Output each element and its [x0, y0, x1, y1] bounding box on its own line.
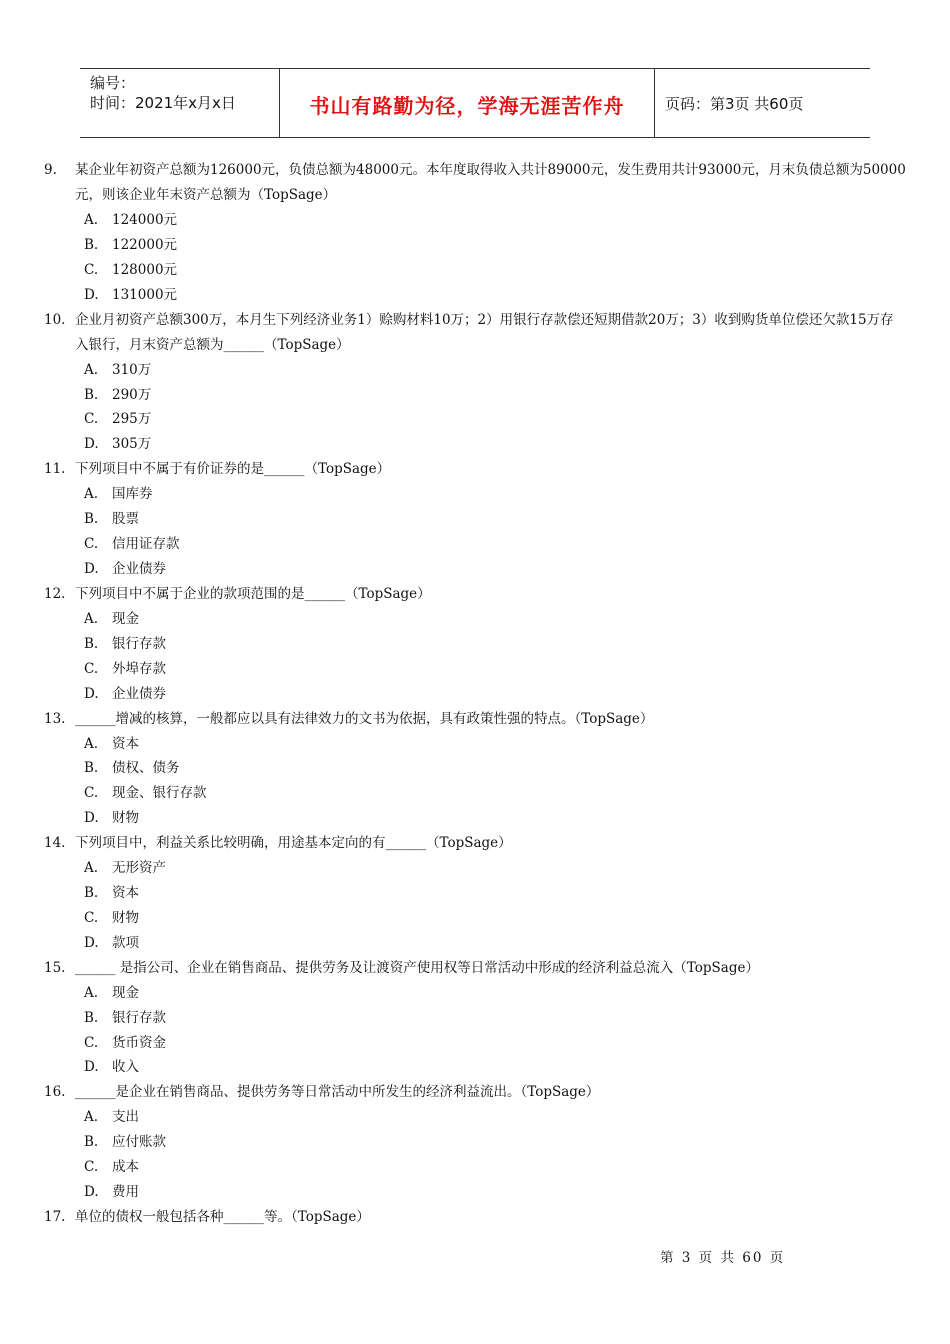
answer-option: [44, 383, 906, 408]
answer-option: [44, 906, 906, 931]
answer-option: [44, 482, 906, 507]
option-text: 资本: [112, 735, 139, 752]
question-text: 下列项目中，利益关系比较明确，用途基本定向的有______（TopSage）: [75, 835, 512, 852]
question-text: ______ 是指公司、企业在销售商品、提供劳务及让渡资产使用权等日常活动中形成的经济利益总流入（TopSage）: [75, 959, 759, 976]
question-number: 15.: [44, 959, 66, 976]
option-letter: D.: [84, 934, 99, 951]
question-item: [44, 457, 906, 482]
option-letter: C.: [84, 1034, 99, 1051]
option-text: 131000元: [112, 286, 178, 303]
question-text: 企业月初资产总额300万，本月生下列经济业务1）赊购材料10万；2）用银行存款偿还短期借款20万；3）收到购货单位偿还欠款15万存入银行，月末资产总额为______（TopSage）: [75, 311, 894, 353]
question-item: [44, 1205, 906, 1230]
answer-option: [44, 1155, 906, 1180]
answer-option: [44, 806, 906, 831]
option-text: 现金、银行存款: [112, 785, 207, 802]
option-letter: A.: [84, 1109, 99, 1126]
question-number: 13.: [44, 710, 66, 727]
option-letter: C.: [84, 536, 99, 553]
option-letter: D.: [84, 436, 99, 453]
answer-option: [44, 557, 906, 582]
option-letter: D.: [84, 685, 99, 702]
option-text: 企业债券: [112, 685, 166, 702]
question-item: [44, 831, 906, 856]
option-letter: A.: [84, 735, 99, 752]
option-text: 信用证存款: [112, 536, 180, 553]
option-letter: A.: [84, 610, 99, 627]
option-text: 122000元: [112, 236, 178, 253]
option-letter: B.: [84, 511, 99, 528]
answer-option: [44, 1006, 906, 1031]
answer-option: [44, 981, 906, 1006]
option-letter: A.: [84, 212, 99, 228]
question-number: 14.: [44, 835, 66, 852]
option-letter: B.: [84, 236, 99, 253]
page-footer: 第 3 页 共 60 页: [660, 1250, 786, 1266]
option-letter: B.: [84, 885, 99, 902]
answer-option: [44, 1031, 906, 1056]
option-text: 应付账款: [112, 1134, 166, 1151]
option-text: 外埠存款: [112, 660, 166, 677]
question-item: [44, 707, 906, 732]
option-text: 企业债券: [112, 560, 166, 577]
question-number: 17.: [44, 1209, 66, 1225]
option-letter: B.: [84, 1009, 99, 1026]
question-text: 下列项目中不属于有价证券的是______（TopSage）: [75, 461, 391, 478]
option-letter: B.: [84, 635, 99, 652]
question-item: [44, 158, 906, 208]
option-text: 295万: [112, 411, 152, 428]
document-number-label: 编号：: [90, 74, 136, 92]
option-letter: B.: [84, 1134, 99, 1151]
answer-option: [44, 432, 906, 457]
document-date-label: 时间：2021年x月x日: [90, 94, 236, 112]
option-text: 310万: [112, 361, 152, 378]
header-motto: 书山有路勤为径，学海无涯苦作舟: [309, 93, 625, 118]
option-text: 费用: [112, 1184, 139, 1201]
option-text: 债权、债务: [112, 760, 180, 777]
option-letter: C.: [84, 660, 99, 677]
answer-option: [44, 258, 906, 283]
option-text: 收入: [112, 1059, 139, 1076]
answer-option: [44, 1130, 906, 1155]
header-motto-cell: [280, 69, 655, 137]
answer-option: [44, 881, 906, 906]
option-text: 货币资金: [112, 1034, 166, 1051]
option-text: 无形资产: [112, 860, 166, 877]
question-item: [44, 582, 906, 607]
option-letter: B.: [84, 760, 99, 777]
option-letter: D.: [84, 286, 99, 303]
answer-option: [44, 732, 906, 757]
option-text: 财物: [112, 909, 139, 926]
option-text: 成本: [112, 1159, 139, 1176]
question-number: 12.: [44, 585, 66, 602]
question-text: ______是企业在销售商品、提供劳务等日常活动中所发生的经济利益流出。（TopSage）: [75, 1084, 600, 1101]
answer-option: [44, 607, 906, 632]
question-item: [44, 308, 906, 358]
option-text: 290万: [112, 386, 152, 403]
option-letter: D.: [84, 1184, 99, 1201]
answer-option: [44, 283, 906, 308]
option-text: 资本: [112, 885, 139, 902]
option-letter: D.: [84, 810, 99, 827]
option-text: 国库券: [112, 486, 153, 503]
option-text: 银行存款: [112, 635, 166, 652]
question-list: [44, 158, 906, 1230]
answer-option: [44, 1105, 906, 1130]
option-letter: A.: [84, 984, 99, 1001]
option-text: 现金: [112, 610, 139, 627]
option-text: 款项: [112, 934, 139, 951]
option-letter: C.: [84, 785, 99, 802]
option-letter: C.: [84, 909, 99, 926]
option-letter: C.: [84, 411, 99, 428]
option-letter: A.: [84, 361, 99, 378]
question-text: ______增减的核算，一般都应以具有法律效力的文书为依据，具有政策性强的特点。（TopSage）: [75, 710, 654, 727]
option-letter: B.: [84, 386, 99, 403]
option-letter: C.: [84, 261, 99, 278]
question-text: 下列项目中不属于企业的款项范围的是______（TopSage）: [75, 585, 431, 602]
page-header: [80, 68, 870, 138]
option-text: 128000元: [112, 261, 178, 278]
answer-option: [44, 358, 906, 383]
question-number: 9.: [44, 162, 57, 178]
option-text: 现金: [112, 984, 139, 1001]
answer-option: [44, 407, 906, 432]
header-meta-cell: [80, 69, 280, 137]
answer-option: [44, 532, 906, 557]
answer-option: [44, 507, 906, 532]
option-text: 财物: [112, 810, 139, 827]
answer-option: [44, 931, 906, 956]
question-number: 16.: [44, 1084, 66, 1101]
question-item: [44, 956, 906, 981]
option-letter: D.: [84, 560, 99, 577]
option-text: 银行存款: [112, 1009, 166, 1026]
option-letter: C.: [84, 1159, 99, 1176]
option-letter: D.: [84, 1059, 99, 1076]
option-letter: A.: [84, 486, 99, 503]
option-text: 股票: [112, 511, 139, 528]
answer-option: [44, 856, 906, 881]
header-page-cell: [655, 69, 870, 137]
option-text: 305万: [112, 436, 152, 453]
answer-option: [44, 1180, 906, 1205]
question-number: 11.: [44, 461, 66, 478]
answer-option: [44, 657, 906, 682]
question-number: 10.: [44, 311, 66, 328]
option-text: 124000元: [112, 212, 178, 228]
answer-option: [44, 233, 906, 258]
answer-option: [44, 632, 906, 657]
answer-option: [44, 781, 906, 806]
answer-option: [44, 682, 906, 707]
question-item: [44, 1080, 906, 1105]
question-text: 某企业年初资产总额为126000元，负债总额为48000元。本年度取得收入共计89000元，发生费用共计93000元，月末负债总额为50000元，则该企业年末资产总额为（TopSage）: [75, 162, 906, 203]
option-text: 支出: [112, 1109, 139, 1126]
answer-option: [44, 1055, 906, 1080]
option-letter: A.: [84, 860, 99, 877]
answer-option: [44, 208, 906, 233]
answer-option: [44, 756, 906, 781]
question-text: 单位的债权一般包括各种______等。（TopSage）: [75, 1209, 370, 1225]
header-page-label: 页码：第3页 共60页: [665, 94, 804, 113]
